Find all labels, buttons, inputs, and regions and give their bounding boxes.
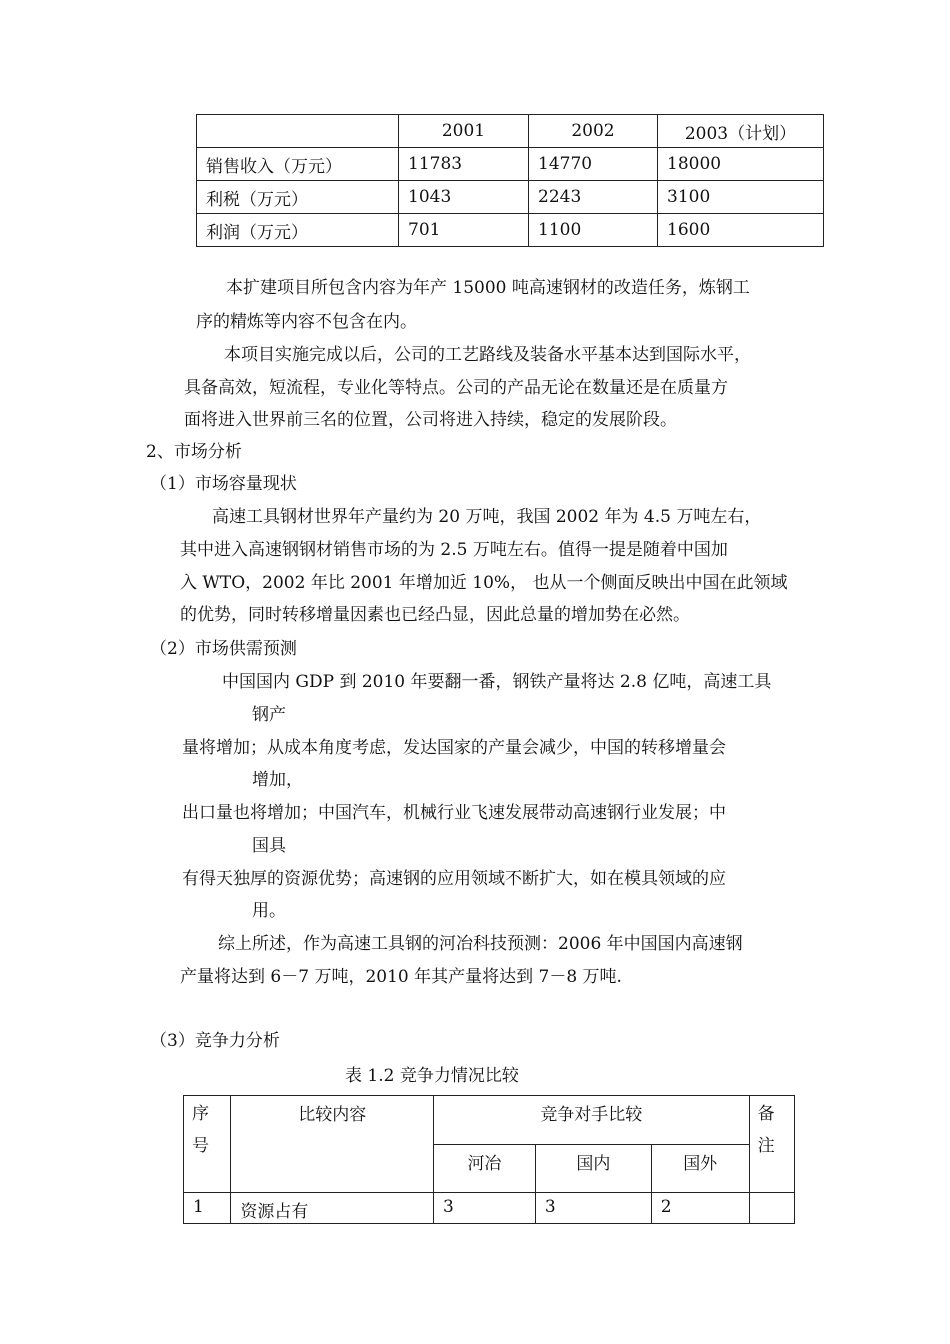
header-cell: 2002 — [529, 115, 658, 148]
paragraph-line: 具备高效，短流程，专业化等特点。公司的产品无论在数量还是在质量方 — [184, 378, 728, 398]
table-cell: 701 — [399, 214, 529, 247]
row-label: 利润（万元） — [197, 214, 399, 247]
subheader-hezhi: 河冶 — [434, 1144, 536, 1193]
table-header-row — [197, 115, 824, 148]
sales-table — [196, 114, 824, 247]
row-label: 利税（万元） — [197, 181, 399, 214]
row-foreign: 2 — [651, 1193, 749, 1224]
paragraph-line: 的优势，同时转移增量因素也已经凸显，因此总量的增加势在必然。 — [180, 605, 690, 625]
table-row — [197, 214, 824, 247]
table-cell: 2243 — [529, 181, 658, 214]
header-note: 备注 — [749, 1096, 794, 1193]
table-cell: 1100 — [529, 214, 658, 247]
table-cell: 11783 — [399, 148, 529, 181]
subheader-domestic: 国内 — [535, 1144, 651, 1193]
row-domestic: 3 — [535, 1193, 651, 1224]
row-note — [749, 1193, 794, 1224]
paragraph-line: 其中进入高速钢钢材销售市场的为 2.5 万吨左右。值得一提是随着中国加 — [180, 540, 728, 560]
subsection-heading: （2）市场供需预测 — [150, 639, 297, 659]
paragraph-line: 本项目实施完成以后，公司的工艺路线及装备水平基本达到国际水平， — [224, 345, 751, 365]
table-header-row — [184, 1096, 795, 1145]
paragraph-line: 出口量也将增加；中国汽车，机械行业飞速发展带动高速钢行业发展；中 — [182, 803, 726, 823]
header-cell: 2001 — [399, 115, 529, 148]
table-caption: 表 1.2 竞争力情况比较 — [345, 1066, 519, 1086]
paragraph-line: 量将增加；从成本角度考虑，发达国家的产量会减少，中国的转移增量会 — [182, 738, 726, 758]
table-row — [184, 1193, 795, 1224]
header-cell: 2003（计划） — [658, 115, 824, 148]
paragraph-line: 高速工具钢材世界年产量约为 20 万吨，我国 2002 年为 4.5 万吨左右， — [212, 507, 762, 527]
subheader-foreign: 国外 — [651, 1144, 749, 1193]
table-cell: 1600 — [658, 214, 824, 247]
row-label: 销售收入（万元） — [197, 148, 399, 181]
table-cell: 3100 — [658, 181, 824, 214]
row-content: 资源占有 — [231, 1193, 434, 1224]
paragraph-line: 国具 — [252, 836, 286, 856]
header-compare: 竞争对手比较 — [434, 1096, 750, 1145]
paragraph-line: 入 WTO，2002 年比 2001 年增加近 10%， 也从一个侧面反映出中国在此领域 — [180, 573, 788, 593]
paragraph-line: 钢产 — [252, 705, 286, 725]
table-row — [197, 148, 824, 181]
section-heading: 2、市场分析 — [146, 442, 242, 462]
paragraph-line: 序的精炼等内容不包含在内。 — [196, 312, 417, 332]
paragraph-line: 用。 — [252, 901, 286, 921]
header-index: 序号 — [184, 1096, 231, 1193]
paragraph-line: 本扩建项目所包含内容为年产 15000 吨高速钢材的改造任务，炼钢工 — [226, 278, 750, 298]
paragraph-line: 有得天独厚的资源优势；高速钢的应用领域不断扩大，如在模具领域的应 — [182, 869, 726, 889]
header-cell — [197, 115, 399, 148]
table-cell: 18000 — [658, 148, 824, 181]
table-cell: 14770 — [529, 148, 658, 181]
header-content: 比较内容 — [231, 1096, 434, 1193]
subsection-heading: （3）竞争力分析 — [150, 1031, 280, 1051]
paragraph-line: 中国国内 GDP 到 2010 年要翻一番，钢铁产量将达 2.8 亿吨，高速工具 — [222, 672, 772, 692]
table-row — [197, 181, 824, 214]
paragraph-line: 面将进入世界前三名的位置，公司将进入持续，稳定的发展阶段。 — [184, 410, 677, 430]
table-cell: 1043 — [399, 181, 529, 214]
row-hezhi: 3 — [434, 1193, 536, 1224]
subsection-heading: （1）市场容量现状 — [150, 474, 297, 494]
paragraph-line: 增加， — [252, 770, 303, 790]
row-index: 1 — [184, 1193, 231, 1224]
paragraph-line: 综上所述，作为高速工具钢的河冶科技预测：2006 年中国国内高速钢 — [218, 934, 743, 954]
paragraph-line: 产量将达到 6－7 万吨，2010 年其产量将达到 7－8 万吨. — [180, 967, 622, 987]
competitiveness-table — [183, 1095, 795, 1224]
